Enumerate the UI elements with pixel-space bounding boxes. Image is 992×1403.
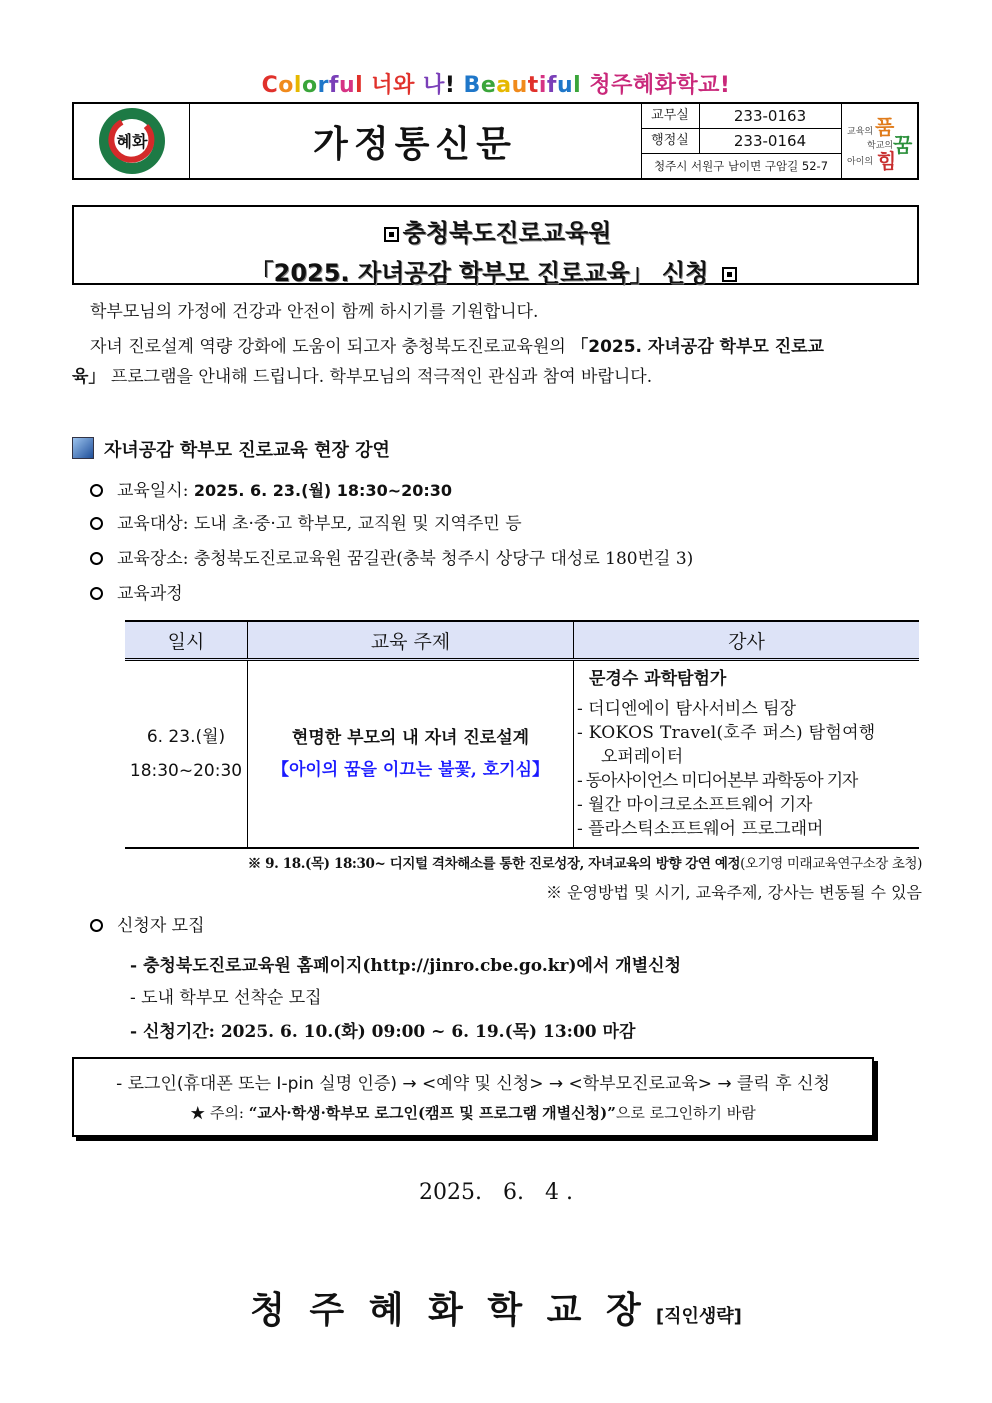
- edu-date: [90, 476, 452, 506]
- notice-org: 충청북도진로교육원: [402, 219, 612, 247]
- slogan-part: o: [278, 73, 294, 98]
- apply-item-period: - 신청기간: 2025. 6. 10.(화) 09:00 ~ 6. 19.(목) 13:00 마감: [130, 1022, 636, 1042]
- apply-item-website: - 충청북도진로교육원 홈페이지(http://jinro.cbe.go.kr)에서 개별신청: [130, 956, 681, 976]
- issue-date: 2025. 6. 4 .: [419, 1180, 573, 1205]
- slogan-part: e: [480, 73, 497, 98]
- school-address: 청주시 서원구 남이면 구암길 52-7: [653, 159, 829, 173]
- school-slogan: [0, 68, 992, 99]
- office-row: [641, 104, 841, 129]
- career-item: - 더디엔에이 탐사서비스 팀장: [577, 699, 797, 719]
- office-label: 교무실: [641, 104, 700, 128]
- square-bullet-icon: [72, 437, 94, 459]
- lecturer-name: 문경수 과학탐험가: [589, 669, 727, 689]
- edu-place: [90, 544, 693, 574]
- svg-text:품: 품: [875, 115, 895, 139]
- schedule-topic: [248, 660, 574, 848]
- slogan-part: l: [573, 73, 582, 98]
- schedule-time: 18:30~20:30: [129, 760, 243, 781]
- edu-course-text: 교육과정: [117, 584, 183, 604]
- slogan-part: 너와: [371, 73, 415, 98]
- intro-program-name: 「2025. 자녀공감 학부모 진로교: [571, 337, 824, 357]
- principal-signature: [0, 1282, 992, 1333]
- table-header-row: [125, 621, 919, 660]
- table-row: [125, 660, 919, 848]
- school-logo-cell: [74, 104, 190, 178]
- intro-line3: [72, 362, 652, 392]
- change-note: ※ 운영방법 및 시기, 교육주제, 강사는 변동될 수 있음: [546, 883, 922, 902]
- edu-date-label: 교육일시:: [117, 481, 194, 501]
- circle-bullet-icon: [90, 587, 103, 600]
- note-bold: ※ 9. 18.(목) 18:30~ 디지털 격차해소를 통한 진로성장, 자녀교육의 방향 강연 예정: [247, 856, 741, 872]
- office-phone: 233-0163: [733, 107, 807, 125]
- slogan-part: a: [496, 73, 512, 98]
- admin-phone: 233-0164: [733, 132, 807, 150]
- apply-heading-text: 신청자 모집: [117, 916, 205, 936]
- school-logo-icon: [74, 104, 189, 178]
- slogan-part: B: [463, 73, 481, 98]
- note-rest: (오기영 미래교육연구소장 초청): [740, 856, 922, 872]
- career-item: - 플라스틱소프트웨어 프로그래머: [577, 819, 824, 839]
- notice-program: 「2025. 자녀공감 학부모 진로교육」 신청: [249, 259, 709, 287]
- slogan-part: u: [556, 73, 574, 98]
- slogan-part: l: [293, 73, 302, 98]
- brand-slogan-icon: [841, 104, 917, 178]
- schedule-lecturer: [574, 660, 920, 848]
- svg-text:아이의: 아이의: [847, 157, 874, 167]
- caution-bold: “교사·학생·학부모 로그인(캠프 및 프로그램 개별신청)”: [248, 1104, 616, 1122]
- circle-bullet-icon: [90, 919, 103, 932]
- header-lecturer: 강사: [574, 621, 920, 660]
- slogan-part: u: [339, 73, 356, 98]
- slogan-part: !: [444, 73, 464, 98]
- seal-omitted: [직인생략]: [655, 1306, 742, 1327]
- notice-title-line1: [74, 213, 917, 248]
- notice-title-line2: [74, 253, 917, 288]
- admin-label: 행정실: [641, 129, 700, 153]
- topic-subtitle: 【아이의 꿈을 이끄는 불꽃, 호기심】: [271, 759, 550, 780]
- square-bullet-icon: [384, 227, 399, 242]
- slogan-part: r: [317, 73, 329, 98]
- caution-rest: 으로 로그인하기 바람: [615, 1104, 756, 1122]
- apply-item-first-come: - 도내 학부모 선착순 모집: [130, 988, 322, 1008]
- slogan-part: l: [355, 73, 364, 98]
- login-caution: [74, 1102, 872, 1123]
- career-item: - 동아사이언스 미디어본부 과학동아 기자: [577, 771, 858, 791]
- principal-name: 청 주 혜 화 학 교 장: [250, 1290, 647, 1331]
- edu-course: [90, 579, 183, 609]
- header-date: 일시: [125, 621, 248, 660]
- slogan-part: o: [301, 73, 318, 98]
- slogan-part: [415, 73, 423, 98]
- schedule-date: 6. 23.(월): [146, 726, 226, 747]
- career-item: - KOKOS Travel(호주 퍼스) 탐험여행: [577, 723, 876, 743]
- notice-title-box: [72, 205, 919, 285]
- edu-target: [90, 509, 522, 539]
- page-title: 가정통신문: [189, 104, 642, 178]
- circle-bullet-icon: [90, 552, 103, 565]
- letter-header: [72, 102, 919, 180]
- schedule-datetime: [125, 660, 248, 848]
- section-heading: [72, 436, 390, 466]
- slogan-part: i: [538, 73, 547, 98]
- slogan-part: C: [261, 73, 279, 98]
- topic-title: 현명한 부모의 내 자녀 진로설계: [291, 727, 530, 748]
- brand-logo: [841, 104, 917, 178]
- intro-text: 자녀 진로설계 역량 강화에 도움이 되고자 충청북도진로교육원의: [90, 337, 572, 357]
- slogan-part: t: [527, 73, 539, 98]
- slogan-part: [363, 73, 371, 98]
- intro-greeting: 학부모님의 가정에 건강과 안전이 함께 하시기를 기원합니다.: [90, 302, 539, 322]
- square-bullet-icon: [722, 267, 737, 282]
- slogan-part: f: [328, 73, 339, 98]
- slogan-part: 나: [423, 73, 445, 98]
- intro-text: 프로그램을 안내해 드립니다. 학부모님의 적극적인 관심과 참여 바랍니다.: [105, 367, 653, 387]
- svg-text:혜화: 혜화: [116, 132, 148, 151]
- slogan-part: u: [511, 73, 528, 98]
- section-heading-text: 자녀공감 학부모 진로교육 현장 강연: [104, 440, 390, 461]
- slogan-part: 청주혜화학교!: [581, 73, 731, 98]
- svg-text:꿈: 꿈: [893, 133, 913, 157]
- intro-program-name-end: 육」: [72, 367, 106, 387]
- intro-line2: [90, 332, 924, 362]
- login-guide-box: [72, 1057, 874, 1137]
- apply-heading: [90, 911, 205, 941]
- edu-date-value: 2025. 6. 23.(월) 18:30~20:30: [193, 481, 453, 500]
- future-lecture-note: [130, 852, 922, 872]
- svg-text:교육의: 교육의: [847, 127, 874, 137]
- caution-label: ★ 주의:: [190, 1104, 249, 1122]
- contact-info: [641, 104, 842, 178]
- circle-bullet-icon: [90, 517, 103, 530]
- svg-text:학교의: 학교의: [867, 141, 894, 151]
- career-item: 오퍼레이터: [601, 747, 684, 767]
- slogan-part: f: [546, 73, 557, 98]
- schedule-table: [125, 620, 919, 849]
- svg-text:힘: 힘: [877, 149, 897, 173]
- header-topic: 교육 주제: [248, 621, 574, 660]
- admin-row: [641, 129, 841, 154]
- career-item: - 월간 마이크로소프트웨어 기자: [577, 795, 813, 815]
- circle-bullet-icon: [90, 484, 103, 497]
- edu-target-text: 교육대상: 도내 초·중·고 학부모, 교직원 및 지역주민 등: [117, 514, 522, 534]
- login-steps: - 로그인(휴대폰 또는 I-pin 실명 인증) → <예약 및 신청> → <학부모진로교육> → 클릭 후 신청: [116, 1074, 830, 1094]
- edu-place-text: 교육장소: 충청북도진로교육원 꿈길관(충북 청주시 상당구 대성로 180번길 3): [117, 549, 694, 569]
